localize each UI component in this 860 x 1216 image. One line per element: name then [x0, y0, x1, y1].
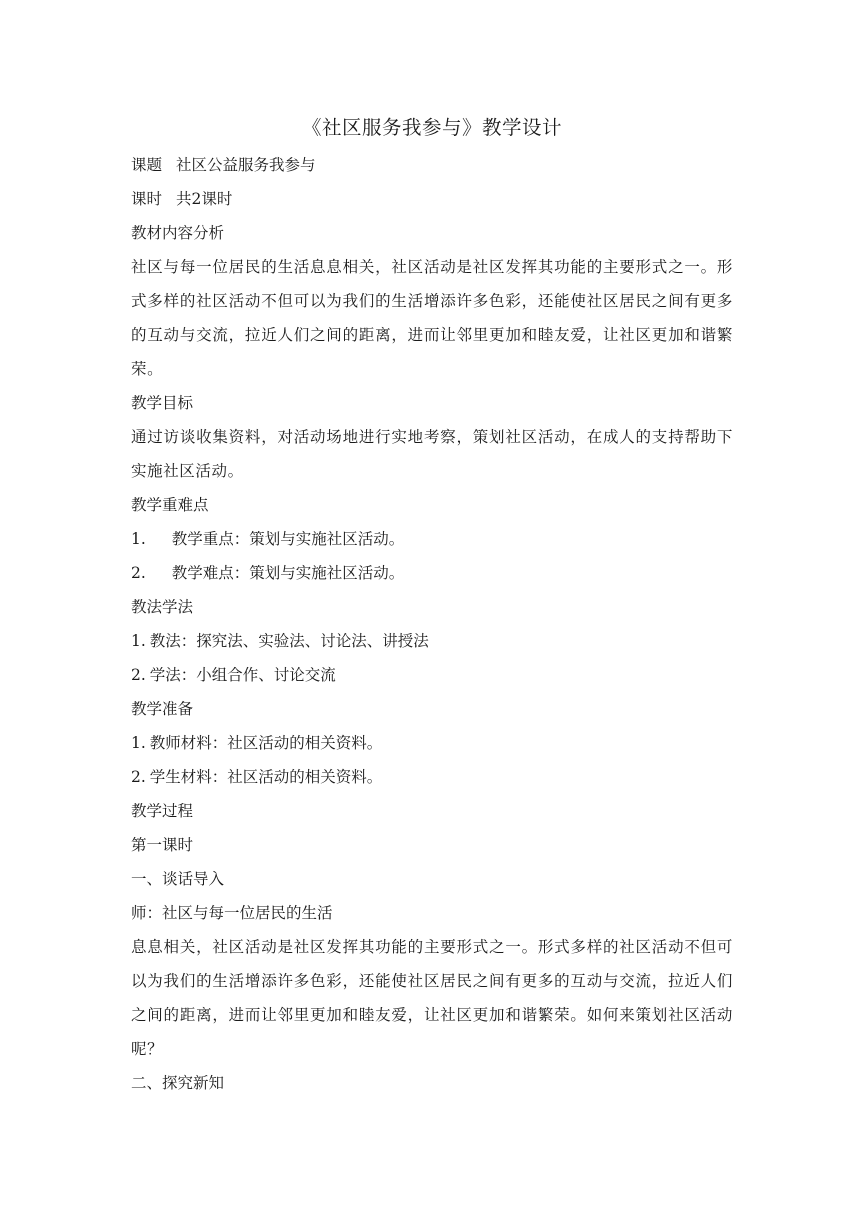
teacher-line: 师：社区与每一位居民的生活 — [131, 904, 333, 922]
list-number: 1. — [131, 734, 146, 752]
list-number: 1. — [131, 530, 146, 548]
teacher-text: 息息相关，社区活动是社区发挥其功能的主要形式之一。形式多样的社区活动不但可以为我们的生活增添许多色彩，还能使社区居民之间有更多的互动与交流，拉近人们之间的距离，进而让邻里更加和睦友爱，让社区更加和谐繁荣。如何来策划社区活动呢？ — [131, 938, 733, 1058]
hours-label: 课时 — [131, 190, 163, 208]
list-number: 2. — [131, 564, 146, 582]
key-point-item — [131, 556, 733, 590]
process-heading: 教学过程 — [131, 802, 194, 820]
topic-label: 课题 — [131, 156, 163, 174]
topic-value: 社区公益服务我参与 — [176, 156, 316, 174]
prep-item — [131, 726, 733, 760]
section-heading: 二、探究新知 — [131, 1074, 225, 1092]
key-points-heading: 教学重难点 — [131, 496, 209, 514]
analysis-text: 社区与每一位居民的生活息息相关，社区活动是社区发挥其功能的主要形式之一。形式多样的社区活动不但可以为我们的生活增添许多色彩，还能使社区居民之间有更多的互动与交流，拉近人们之间的距离，进而让邻里更加和睦友爱，让社区更加和谐繁荣。 — [131, 258, 733, 378]
list-text: 学法：小组合作、讨论交流 — [149, 666, 336, 684]
list-text: 教师材料：社区活动的相关资料。 — [149, 734, 383, 752]
document-page — [131, 112, 733, 1100]
prep-item — [131, 760, 733, 794]
list-text: 教法：探究法、实验法、讨论法、讲授法 — [149, 632, 429, 650]
list-number: 1. — [131, 632, 146, 650]
list-number: 2. — [131, 768, 146, 786]
key-point-item — [131, 522, 733, 556]
list-text: 学生材料：社区活动的相关资料。 — [149, 768, 383, 786]
hours-value: 共2课时 — [176, 190, 233, 208]
list-text: 教学重点：策划与实施社区活动。 — [171, 530, 405, 548]
topic-line — [131, 148, 733, 182]
goals-heading: 教学目标 — [131, 394, 194, 412]
list-text: 教学难点：策划与实施社区活动。 — [171, 564, 405, 582]
list-number: 2. — [131, 666, 146, 684]
prep-heading: 教学准备 — [131, 700, 194, 718]
section-heading: 一、谈话导入 — [131, 870, 225, 888]
goals-text: 通过访谈收集资料，对活动场地进行实地考察，策划社区活动，在成人的支持帮助下实施社区活动。 — [131, 428, 733, 480]
methods-heading: 教法学法 — [131, 598, 194, 616]
method-item — [131, 658, 733, 692]
method-item — [131, 624, 733, 658]
analysis-heading: 教材内容分析 — [131, 224, 225, 242]
document-title: 《社区服务我参与》教学设计 — [301, 116, 562, 139]
lesson-heading: 第一课时 — [131, 836, 194, 854]
hours-line — [131, 182, 733, 216]
